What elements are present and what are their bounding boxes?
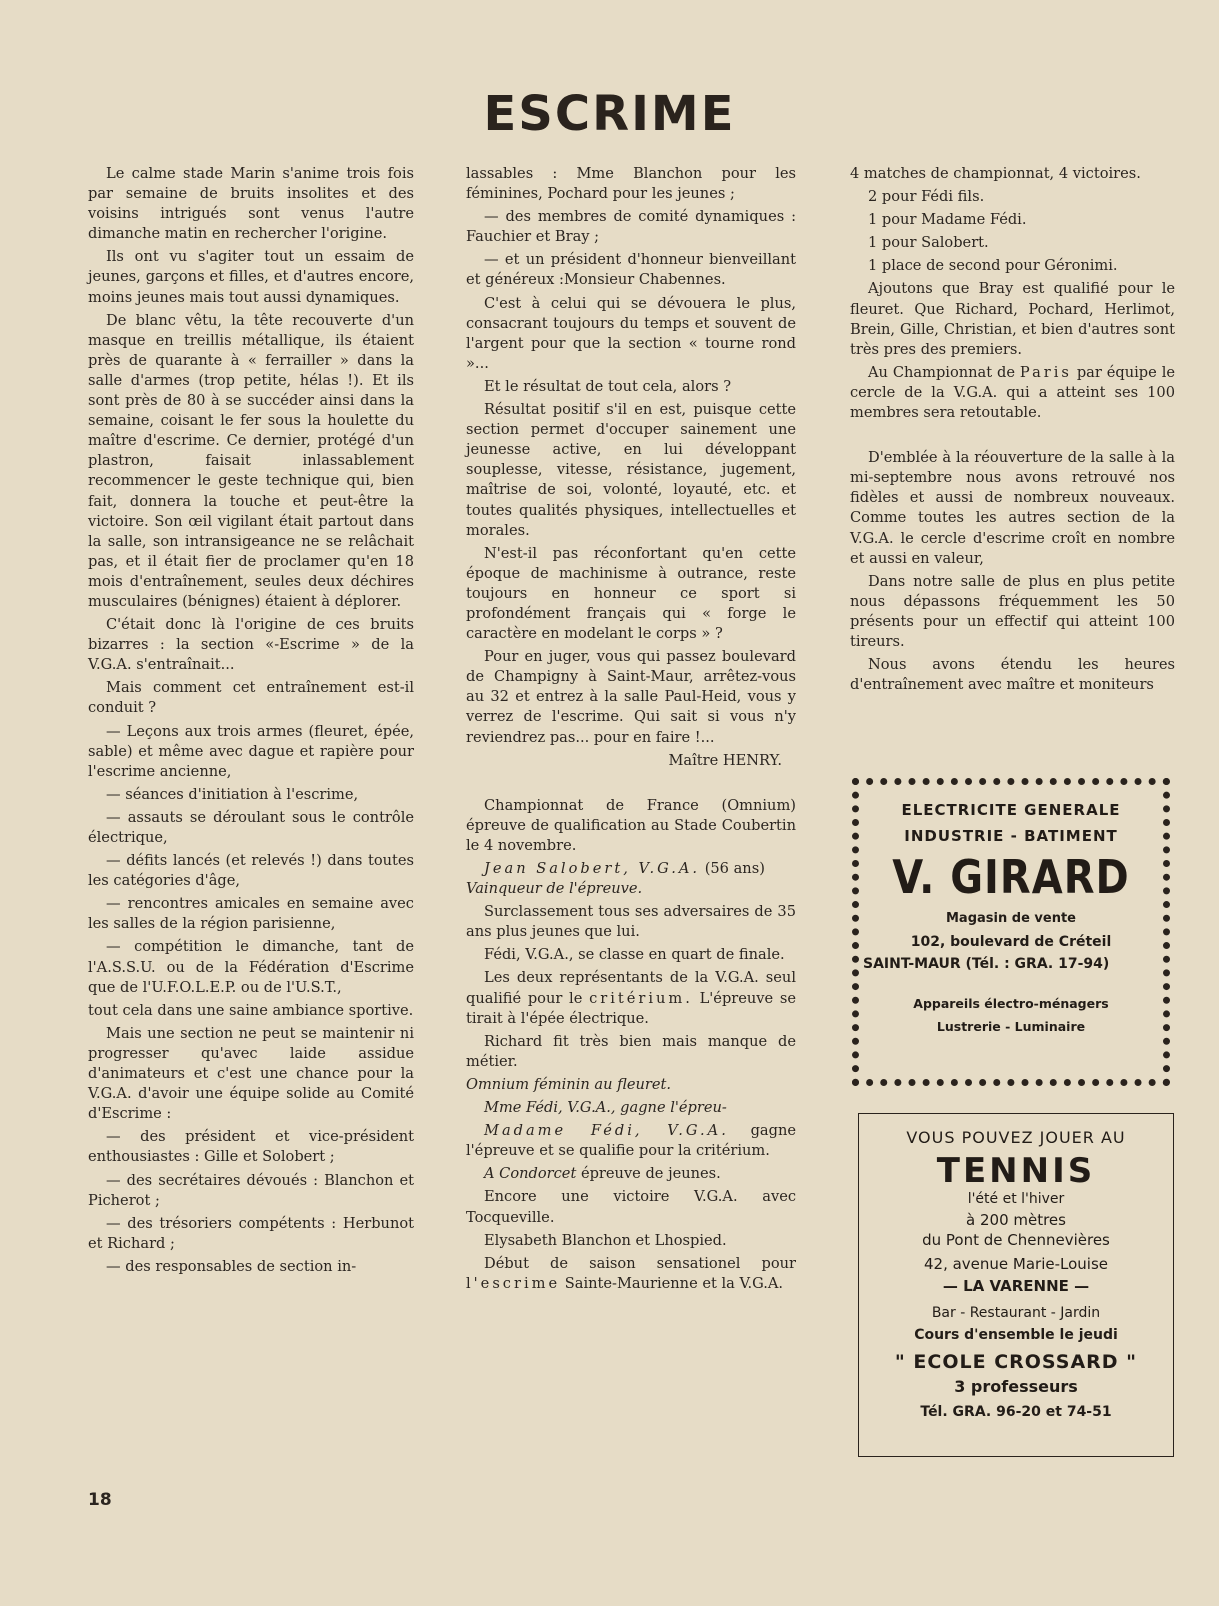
text-run: Sainte-Maurienne et la V.G.A. [560,1274,784,1292]
paragraph: Richard fit très bien mais manque de métier. [466,1032,796,1070]
ad-line: ELECTRICITE GENERALE [901,801,1121,819]
paragraph [466,1164,796,1184]
paragraph [466,968,796,1028]
text-run: par équipe le cercle de la V.G.A. qui a atteint ses 100 membres sera retoutable. [850,363,1175,422]
ad-phone: Tél. GRA. 96-20 et 74-51 [920,1404,1112,1420]
paragraph: Le calme stade Marin s'anime trois fois par semaine de bruits insolites et des voisins intrigués sont venus l'autre dimanche matin en rechercher l'origine. [88,165,414,243]
result-line [466,859,796,899]
text-run: Mme Fédi, V.G.A., gagne l'épreu- [484,1099,727,1117]
paragraph: Pour en juger, vous qui passez boulevard de Champigny à Saint-Maur, arrêtez-vous au 32 et entrez à la salle Paul-Heid, vous y verrez de l'escrime. Qui sait si vous n'y reviendrez pas... pour en faire !... [466,648,796,746]
ad-address: 102, boulevard de Créteil [910,934,1112,950]
text-run: critérium. [589,989,693,1007]
ad-headline: TENNIS [936,1151,1096,1191]
text-run: A Condorcet [484,1165,577,1183]
paragraph: Surclassement tous ses adversaires de 35 ans plus jeunes que lui. [466,903,796,941]
ad-line: Lustrerie - Luminaire [936,1019,1086,1034]
list-item: — défits lancés (et relevés !) dans toutes les catégories d'âge, [88,852,414,890]
list-item: 1 pour Salobert. [868,234,989,252]
list-item: — assauts se déroulant sous le contrôle électrique, [88,808,414,846]
paragraph: Mais une section ne peut se maintenir ni progresser qu'avec laide assidue d'animateurs et c'est une chance pour la V.G.A. d'avoir une équipe solide au Comité d'Escrime : [88,1024,414,1123]
ad-line: INDUSTRIE - BATIMENT [904,827,1118,845]
list-item: 2 pour Fédi fils. [868,188,985,206]
text-run: Début de saison sensationel pour [484,1254,796,1272]
ad-phone: SAINT-MAUR (Tél. : GRA. 17-94) [863,956,1110,972]
paragraph: Ils ont vu s'agiter tout un essaim de jeunes, garçons et filles, et d'autres encore, moins jeunes mais tout aussi dynamiques. [88,248,414,306]
paragraph [466,1098,796,1118]
paragraph: tout cela dans une saine ambiance sportive. [88,1001,414,1019]
paragraph [850,363,1175,423]
ad-line: à 200 mètres [966,1211,1066,1229]
ad-line: l'été et l'hiver [967,1191,1065,1207]
ad-business-name: V. GIRARD [892,851,1130,905]
text-run: Madame Fédi, V.G.A. [484,1122,729,1140]
ad-line: Appareils électro-ménagers [913,996,1109,1011]
paragraph: Résultat positif s'il en est, puisque cette section permet d'occuper sainement une jeunesse active, en lui développant souplesse, vitesse, résistance, jugement, maîtrise de soi, volonté, loyauté, etc. et toutes qualités physiques, intellectuelles et morales. [466,401,796,539]
paragraph: Et le résultat de tout cela, alors ? [484,377,732,395]
paragraph: Fédi, V.G.A., se classe en quart de finale. [484,946,785,964]
ad-address: 42, avenue Marie-Louise [923,1255,1109,1273]
ad-line: 3 professeurs [954,1377,1078,1396]
text-run: Au Championnat de [868,363,1020,381]
list-item: 1 pour Madame Fédi. [868,211,1027,229]
list-item: — des secrétaires dévoués : Blanchon et Picherot ; [88,1171,414,1209]
article-column-2 [466,164,796,1297]
page-title: ESCRIME [483,86,736,142]
ad-line: — LA VARENNE — [942,1277,1090,1295]
page-number: 18 [88,1490,112,1510]
list-item: 1 place de second pour Géronimi. [868,257,1118,275]
paragraph [466,1254,796,1294]
list-item: — des responsables de section in- [106,1257,357,1275]
ad-business-name: " ECOLE CROSSARD " [894,1351,1138,1373]
text-run: Paris [1019,363,1072,381]
paragraph: C'était donc là l'origine de ces bruits bizarres : la section «-Escrime » de la V.G.A. s'entraînait... [88,616,414,674]
list-item: — des président et vice-président enthousiastes : Gille et Solobert ; [88,1128,414,1166]
paragraph [466,1121,796,1161]
paragraph: Mais comment cet entraînement est-il conduit ? [88,679,414,717]
paragraph: N'est-il pas réconfortant qu'en cette époque de machinisme à outrance, reste toujours en honneur ce sport si profondément français qui « forge le caractère en modelant le corps » ? [466,544,796,643]
tennis-advertisement [858,1113,1174,1457]
winner-age: (56 ans) [700,860,765,877]
article-column-3 [850,164,1175,698]
text-run: épreuve de jeunes. [576,1165,721,1183]
author-signature: Maître HENRY. [668,751,782,769]
paragraph: Encore une victoire V.G.A. avec Tocqueville. [466,1188,796,1226]
paragraph: C'est à celui qui se dévouera le plus, consacrant toujours du temps et souvent de l'argent pour que la section « tourne rond »... [466,294,796,372]
list-item: — et un président d'honneur bienveillant et généreux :Monsieur Chabennes. [466,251,796,289]
ad-line: Magasin de vente [946,911,1076,926]
ad-line: Bar - Restaurant - Jardin [931,1305,1101,1321]
text-run: l'escrime [466,1274,561,1292]
list-item: — Leçons aux trois armes (fleuret, épée, sable) et même avec dague et rapière pour l'escrime ancienne, [88,722,414,780]
text-run: Les deux représentants de la V.G.A. seul qualifié pour le [466,969,796,1007]
paragraph: Nous avons étendu les heures d'entraînement avec maître et moniteurs [850,656,1175,694]
list-item: — compétition le dimanche, tant de l'A.S.S.U. ou de la Fédération d'Escrime que de l'U.F.O.L.E.P. ou de l'U.S.T., [88,938,414,996]
paragraph: Elysabeth Blanchon et Lhospied. [484,1231,727,1249]
paragraph: Championnat de France (Omnium) épreuve de qualification au Stade Coubertin le 4 novembre. [466,796,796,854]
text-run: L'épreuve se tirait à l'épée électrique. [466,989,797,1027]
winner-title: Vainqueur de l'épreuve. [466,880,643,898]
article-column-1 [88,164,414,1280]
ad-line: du Pont de Chennevières [922,1231,1110,1249]
winner-name: Jean Salobert, V.G.A. [484,860,701,877]
text-run: gagne l'épreuve et se qualifie pour la critérium. [466,1122,797,1160]
list-item: — séances d'initiation à l'escrime, [106,785,359,803]
ad-line: VOUS POUVEZ JOUER AU [906,1128,1126,1147]
list-item: — rencontres amicales en semaine avec les salles de la région parisienne, [88,895,414,933]
list-item: — des membres de comité dynamiques : Fauchier et Bray ; [466,208,796,246]
list-item: lassables : Mme Blanchon pour les féminines, Pochard pour les jeunes ; [466,165,796,203]
ad-line: Cours d'ensemble le jeudi [914,1327,1118,1343]
paragraph: Dans notre salle de plus en plus petite nous dépassons fréquemment les 50 présents pour un effectif qui atteint 100 tireurs. [850,572,1175,650]
paragraph: Ajoutons que Bray est qualifié pour le fleuret. Que Richard, Pochard, Herlimot, Brein, Gille, Christian, et bien d'autres sont très pres des premiers. [850,280,1175,358]
text-run: Omnium féminin au fleuret. [466,1075,672,1093]
paragraph: 4 matches de championnat, 4 victoires. [850,165,1141,182]
paragraph: D'emblée à la réouverture de la salle à la mi-septembre nous avons retrouvé nos fidèles et aussi de nombreux nouveaux. Comme toutes les autres section de la V.G.A. le cercle d'escrime croît en nombre et aussi en valeur, [850,449,1175,567]
subheading [466,1075,796,1095]
list-item: — des trésoriers compétents : Herbunot et Richard ; [88,1214,414,1252]
paragraph: De blanc vêtu, la tête recouverte d'un masque en treillis métallique, ils étaient près de quarante à « ferrailler » dans la salle d'armes (trop petite, hélas !). Et ils sont près de 80 à se succéder ainsi dans la semaine, coisant le fer sous la houlette du maître d'escrime. Ce dernier, protégé d'un plastron, faisait inlassablement recommencer le geste technique qui, bien fait, donnera la touche et peut-être la victoire. Son œil vigilant était partout dans la salle, son intransigeance ne se relâchait pas, et il était fier de proclamer qu'en 18 mois d'entraînement, seules deux déchires musculaires (bénignes) étaient à déplorer. [88,311,414,610]
girard-advertisement [852,778,1170,1086]
